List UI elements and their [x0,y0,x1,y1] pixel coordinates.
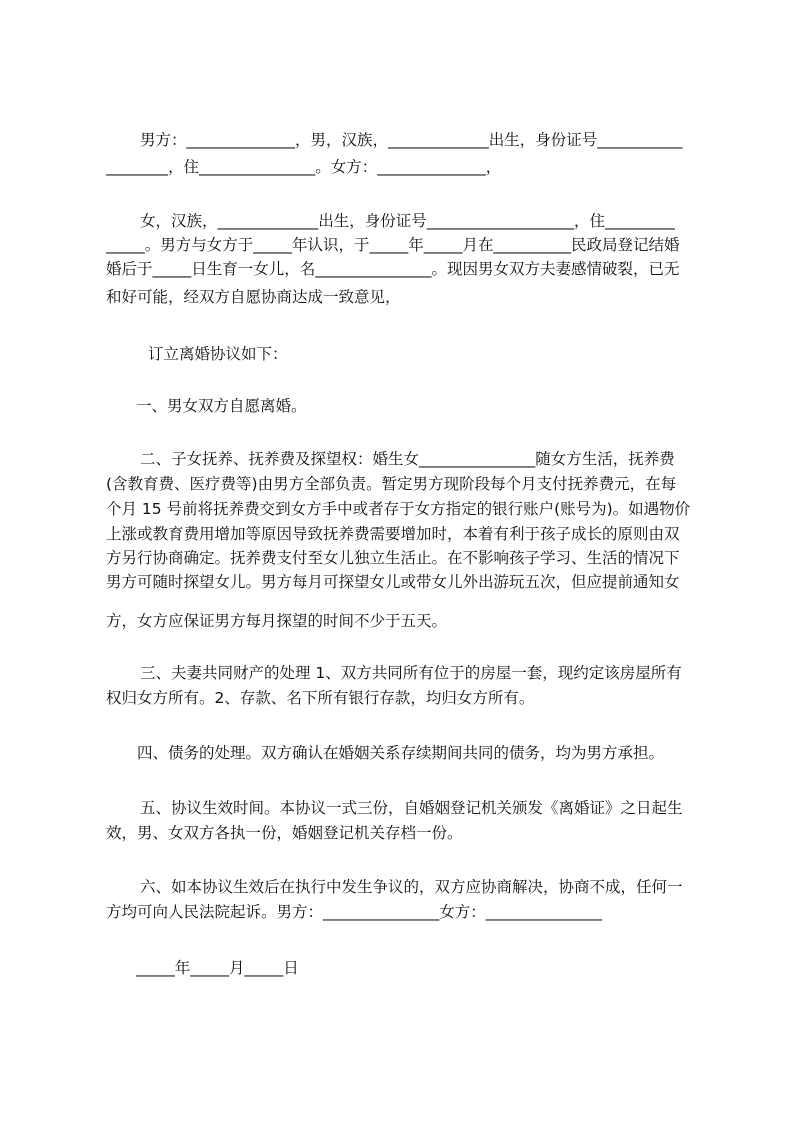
text-line: 二、子女抚养、抚养费及探望权：婚生女_______________随女方生活，抚养费 [140,450,675,468]
text-line: 女，汉族，_____________出生，身份证号___________________，住_________ [140,212,675,230]
text-line: _____年_____月_____日 [136,959,299,977]
text-line: 方另行协商确定。抚养费支付至女儿独立生活止。在不影响孩子学习、生活的情况下 [106,549,680,567]
text-line: 个月 15 号前将抚养费交到女方手中或者存于女方指定的银行账户(账号为)。如遇物价 [106,500,691,518]
text-line: 三、夫妻共同财产的处理 1、双方共同所有位于的房屋一套，现约定该房屋所有 [140,664,682,682]
text-line: 订立离婚协议如下： [148,345,288,363]
text-line: 和好可能，经双方自愿协商达成一致意见， [106,288,401,306]
text-line: 上涨或教育费用增加等原因导致抚养费需要增加时，本着有利于孩子成长的原则由双 [106,525,680,543]
text-line: 方均可向人民法院起诉。男方：_______________女方：_______________ [106,903,603,921]
text-line: 六、如本协议生效后在执行中发生争议的，双方应协商解决，协商不成，任何一 [140,878,683,896]
text-line: 男方可随时探望女儿。男方每月可探望女儿或带女儿外出游玩五次，但应提前通知女 [106,573,680,591]
text-line: 方，女方应保证男方每月探望的时间不少于五天。 [106,612,448,630]
text-line: ________，住_______________。女方：______________， [106,158,502,176]
text-line: (含教育费、医疗费等)由男方全部负责。暂定男方现阶段每个月支付抚养费元，在每 [106,475,677,493]
text-line: 五、协议生效时间。本协议一式三份，自婚姻登记机关颁发《离婚证》之日起生 [140,799,683,817]
text-line: 婚后于_____日生育一女儿，名_______________。现因男女双方夫妻感情破裂，已无 [106,260,680,278]
text-line: 效，男、女双方各执一份，婚姻登记机关存档一份。 [106,824,463,842]
text-line: 四、债务的处理。双方确认在婚姻关系存续期间共同的债务，均为男方承担。 [137,744,665,762]
text-line: 一、男女双方自愿离婚。 [136,397,307,415]
text-line: _____。男方与女方于_____年认识，于_____年_____月在__________民政局登记结婚 [106,236,680,254]
text-line: 权归女方所有。2、存款、名下所有银行存款，均归女方所有。 [106,689,535,707]
text-line: 男方：______________，男，汉族，_____________出生，身份证号___________ [140,131,683,149]
